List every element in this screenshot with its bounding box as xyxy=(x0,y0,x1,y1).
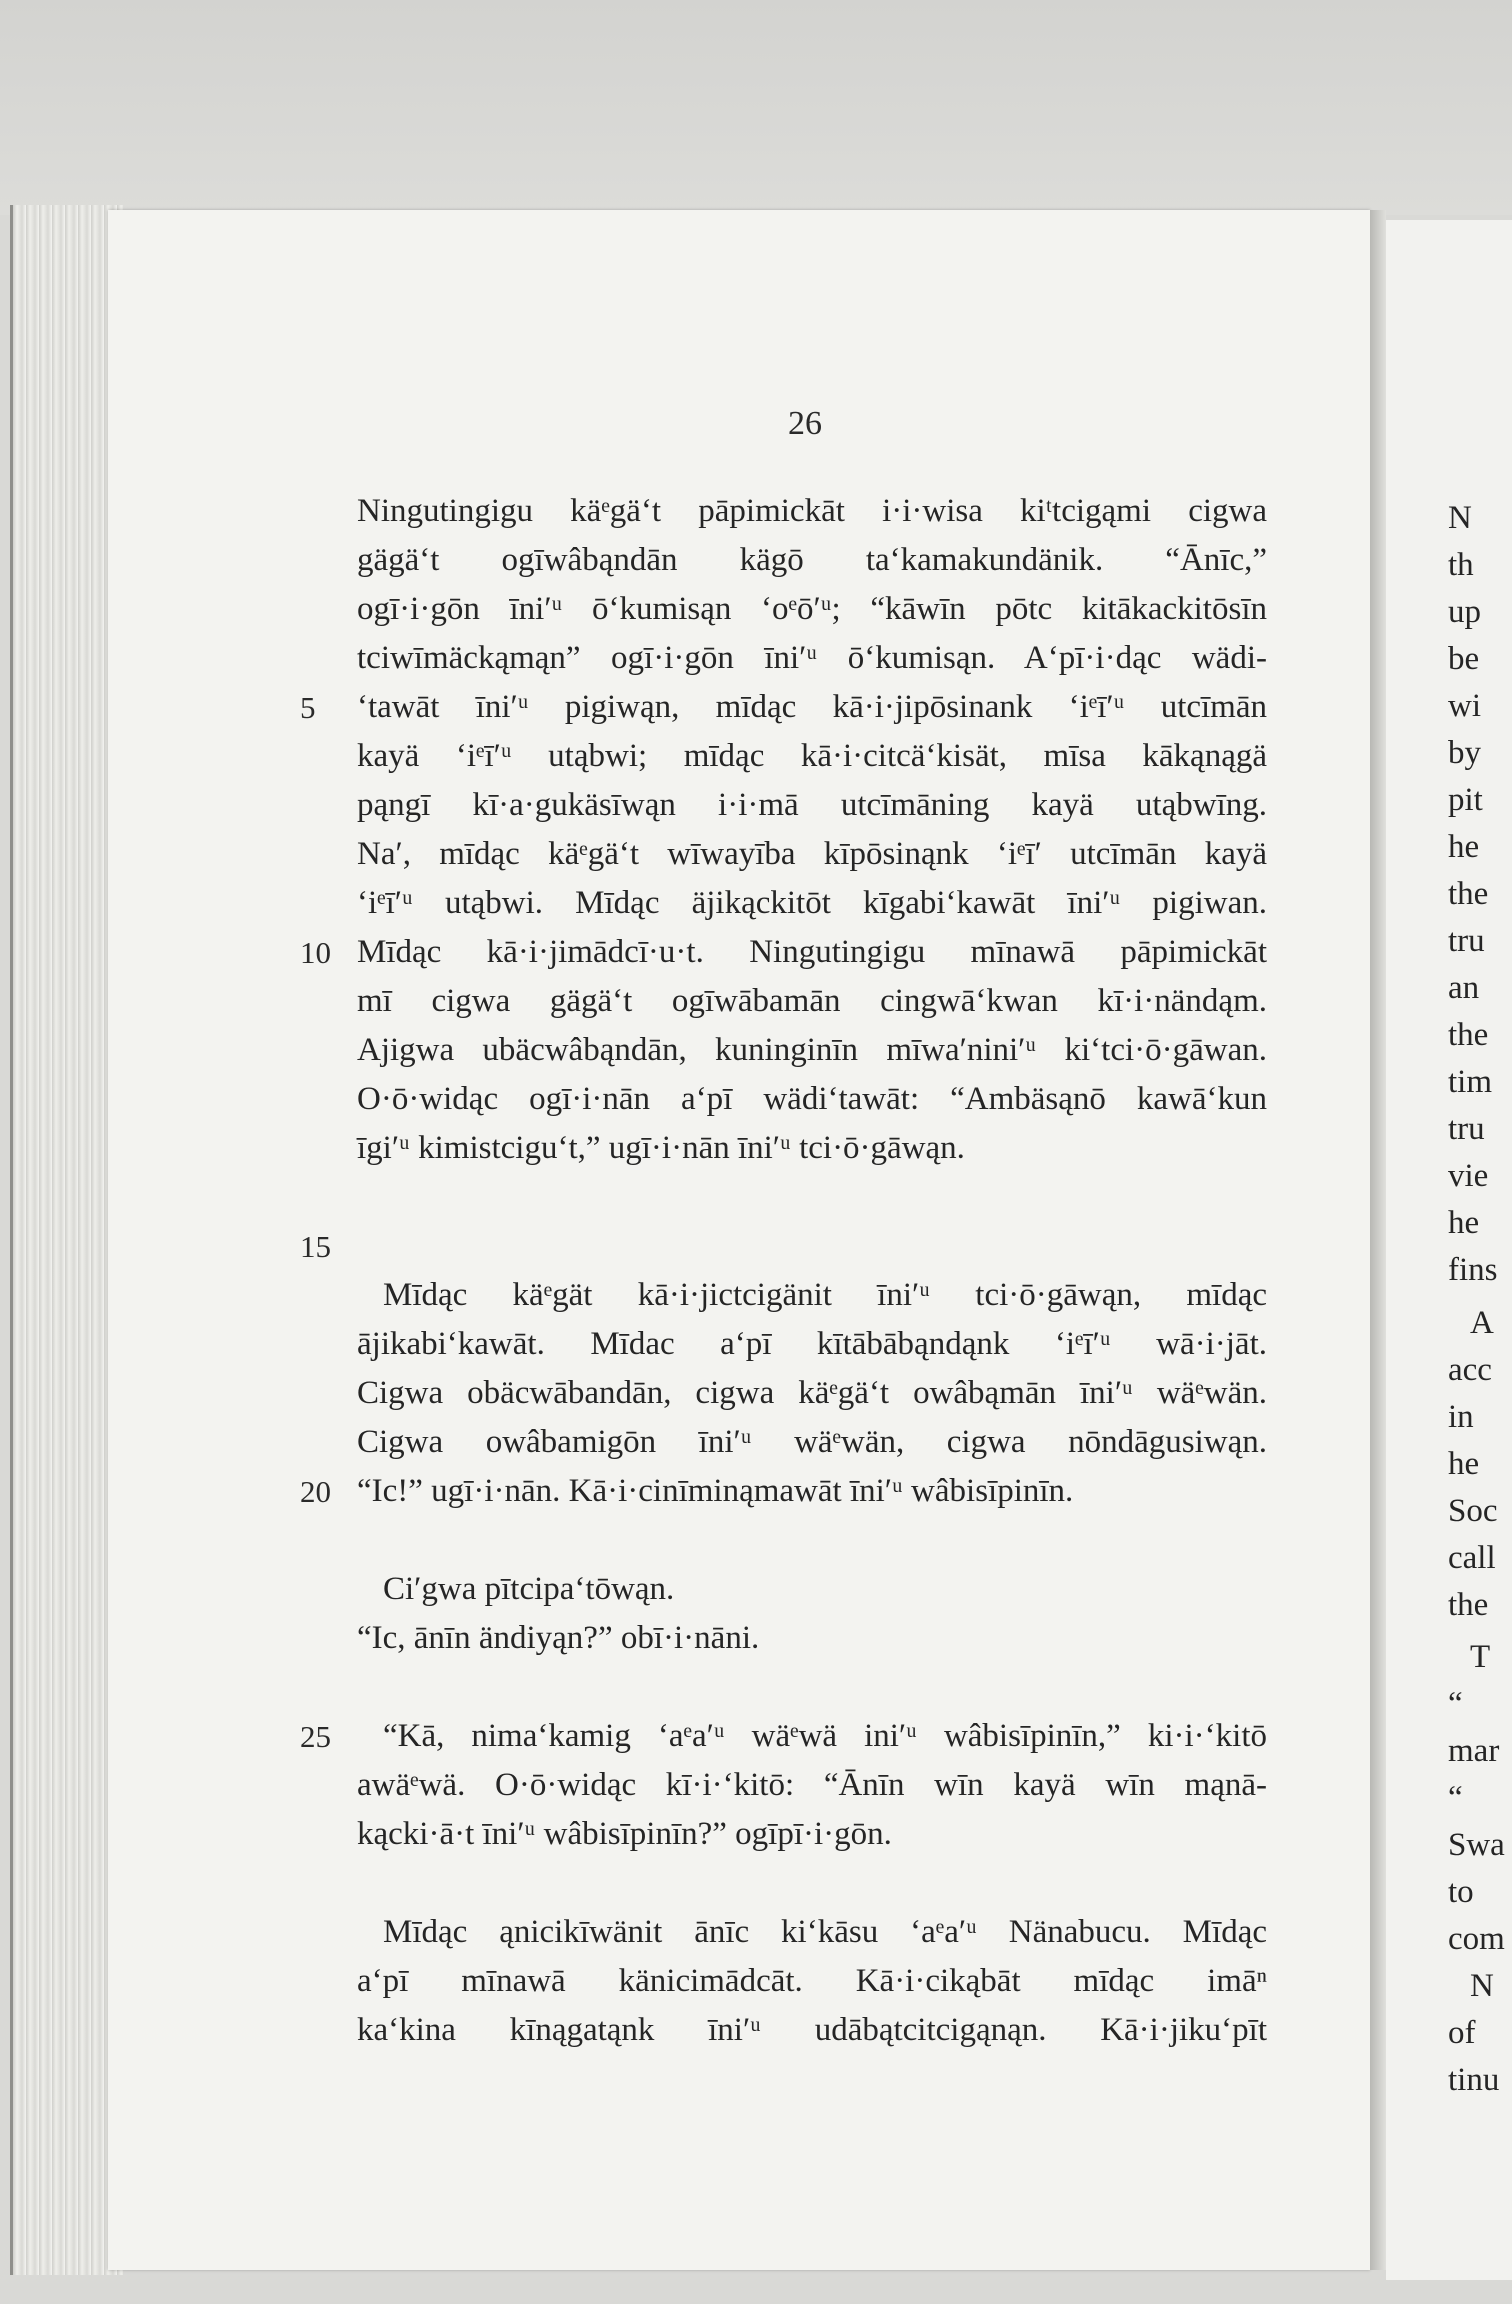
right-page-fragment: of xyxy=(1448,2015,1476,2051)
text-line: Na′, mīdąc käᵉgäʻt wīwayība kīpōsinąnk ʻiᵉī′ utcīmān kayä xyxy=(357,836,1267,872)
text-line: Ajigwa ubäcwâbąndān, kuninginīn mīwa′nini′ᵘ kiʻtci·ō·gāwan. xyxy=(357,1032,1267,1068)
text-line: awäᵉwä. O·ō·widąc kī·i·ʻkitō: “Ānīn wīn kayä wīn mąnā- xyxy=(357,1767,1267,1803)
text-line: īgi′ᵘ kimistciguʻt,” ugī·i·nān īni′ᵘ tci·ō·gāwąn. xyxy=(357,1130,965,1166)
right-page-fragment: he xyxy=(1448,1446,1480,1482)
right-page-fragment: acc xyxy=(1448,1352,1492,1388)
text-line: “Ic!” ugī·i·nān. Kā·i·cinīminąmawāt īni′ᵘ wâbisīpinīn. xyxy=(357,1473,1074,1509)
text-line: “Ic, ānīn ändiyąn?” obī·i·nāni. xyxy=(357,1620,760,1656)
line-number-15: 15 xyxy=(300,1229,331,1264)
text-line: kaʻkina kīnągatąnk īni′ᵘ udābątcitcigąnąn. Kā·i·jikuʻpīt xyxy=(357,2012,1267,2048)
text-line: kayä ʻiᵉī′ᵘ utąbwi; mīdąc kā·i·citcäʻkisät, mīsa kākąnągä xyxy=(357,738,1267,774)
right-page-fragment: in xyxy=(1448,1399,1474,1435)
right-page-fragment: be xyxy=(1448,641,1480,677)
blank-line xyxy=(357,1516,1267,1565)
blank-line xyxy=(357,1859,1267,1908)
right-page-fragment: Swa xyxy=(1448,1827,1505,1863)
book-gutter xyxy=(1370,210,1386,2270)
text-line: Mīdąc ąnicikīwänit ānīc kiʻkāsu ʻaᵉa′ᵘ Nänabucu. Mīdąc xyxy=(383,1914,1267,1950)
right-page-fragment: N xyxy=(1448,500,1472,536)
text-line: ʻtawāt īni′ᵘ pigiwąn, mīdąc kā·i·jipōsinank ʻiᵉī′ᵘ utcīmān xyxy=(357,689,1267,725)
text-line: pąngī kī·a·gukäsīwąn i·i·mā utcīmāning kayä utąbwīng. xyxy=(357,787,1267,823)
text-line: Cigwa owâbamigōn īni′ᵘ wäᵉwän, cigwa nōndāgusiwąn. xyxy=(357,1424,1267,1460)
text-line: Ci′gwa pītcipaʻtōwąn. xyxy=(383,1571,675,1607)
text-line: tciwīmäckąmąn” ogī·i·gōn īni′ᵘ ōʻkumisąn. Aʻpī·i·dąc wädi- xyxy=(357,640,1267,676)
blank-line xyxy=(357,1173,1267,1222)
line-number-5: 5 xyxy=(300,690,316,725)
line-number-10: 10 xyxy=(300,935,331,970)
right-page-fragment: by xyxy=(1448,735,1481,771)
right-page-fragment: the xyxy=(1448,1587,1489,1623)
text-line: Mīdąc kā·i·jimādcī·u·t. Ningutingigu mīnawā pāpimickāt xyxy=(357,934,1267,970)
text-line: O·ō·widąc ogī·i·nān aʻpī wädiʻtawāt: “Ambäsąnō kawāʻkun xyxy=(357,1081,1267,1117)
right-page-fragment: mar xyxy=(1448,1733,1500,1769)
right-page-fragment: call xyxy=(1448,1540,1496,1576)
text-line: aʻpī mīnawā känicimādcāt. Kā·i·cikąbāt mīdąc imāⁿ xyxy=(357,1963,1267,1999)
right-page-fragment: N xyxy=(1470,1968,1494,2004)
page-number: 26 xyxy=(788,405,822,442)
right-page-fragment: A xyxy=(1470,1305,1494,1341)
right-page-fragment: T xyxy=(1470,1639,1491,1675)
text-line: kącki·ā·t īni′ᵘ wâbisīpinīn?” ogīpī·i·gōn. xyxy=(357,1816,892,1852)
right-page-fragment: an xyxy=(1448,970,1480,1006)
line-number-25: 25 xyxy=(300,1719,331,1754)
right-page-fragment: “ xyxy=(1448,1780,1463,1816)
text-line: “Kā, nimaʻkamig ʻaᵉa′ᵘ wäᵉwä ini′ᵘ wâbisīpinīn,” ki·i·ʻkitō xyxy=(383,1718,1267,1754)
line-number-20: 20 xyxy=(300,1474,331,1509)
text-line: Cigwa obäcwābandān, cigwa käᵉgäʻt owâbąmān īni′ᵘ wäᵉwän. xyxy=(357,1375,1267,1411)
text-line: Ningutingigu käᵉgäʻt pāpimickāt i·i·wisa kiᵗtcigąmi cigwa xyxy=(357,493,1267,529)
scan-background xyxy=(0,0,1512,215)
text-line: ājikabiʻkawāt. Mīdac aʻpī kītābābąndąnk ʻiᵉī′ᵘ wā·i·jāt. xyxy=(357,1326,1267,1362)
body-text xyxy=(357,487,1267,2055)
text-line: Mīdąc käᵉgät kā·i·jictcigänit īni′ᵘ tci·ō·gāwąn, mīdąc xyxy=(383,1277,1267,1313)
page-edges xyxy=(10,205,123,2275)
text-line: gägäʻt ogīwâbąndān kägō taʻkamakundänik. “Ānīc,” xyxy=(357,542,1267,578)
right-page-fragment: tim xyxy=(1448,1064,1493,1100)
right-page-fragment: to xyxy=(1448,1874,1474,1910)
right-page-fragment: com xyxy=(1448,1921,1505,1957)
text-line: mī cigwa gägäʻt ogīwābamān cingwāʻkwan kī·i·nändąm. xyxy=(357,983,1267,1019)
blank-line xyxy=(357,1663,1267,1712)
right-page-fragment: the xyxy=(1448,1017,1489,1053)
right-page-fragment: up xyxy=(1448,594,1481,630)
right-page-fragment: pit xyxy=(1448,782,1483,818)
right-page-fragment: vie xyxy=(1448,1158,1489,1194)
blank-line xyxy=(357,1222,1267,1271)
right-page-fragment: he xyxy=(1448,1205,1480,1241)
right-page-fragment: tru xyxy=(1448,1111,1485,1147)
right-page-fragment: tinu xyxy=(1448,2062,1500,2098)
right-page-fragment: he xyxy=(1448,829,1480,865)
right-page-fragment: wi xyxy=(1448,688,1481,724)
right-page-fragment: “ xyxy=(1448,1686,1463,1722)
right-page-fragment: the xyxy=(1448,876,1489,912)
right-page-fragment: tru xyxy=(1448,923,1485,959)
right-page-fragment: Soc xyxy=(1448,1493,1498,1529)
text-line: ʻiᵉī′ᵘ utąbwi. Mīdąc äjikąckitōt kīgabiʻkawāt īni′ᵘ pigiwan. xyxy=(357,885,1267,921)
text-line: ogī·i·gōn īni′ᵘ ōʻkumisąn ʻoᵉō′ᵘ; “kāwīn pōtc kitākackitōsīn xyxy=(357,591,1267,627)
right-page-fragment: th xyxy=(1448,547,1474,583)
right-page-fragment: fins xyxy=(1448,1252,1498,1288)
